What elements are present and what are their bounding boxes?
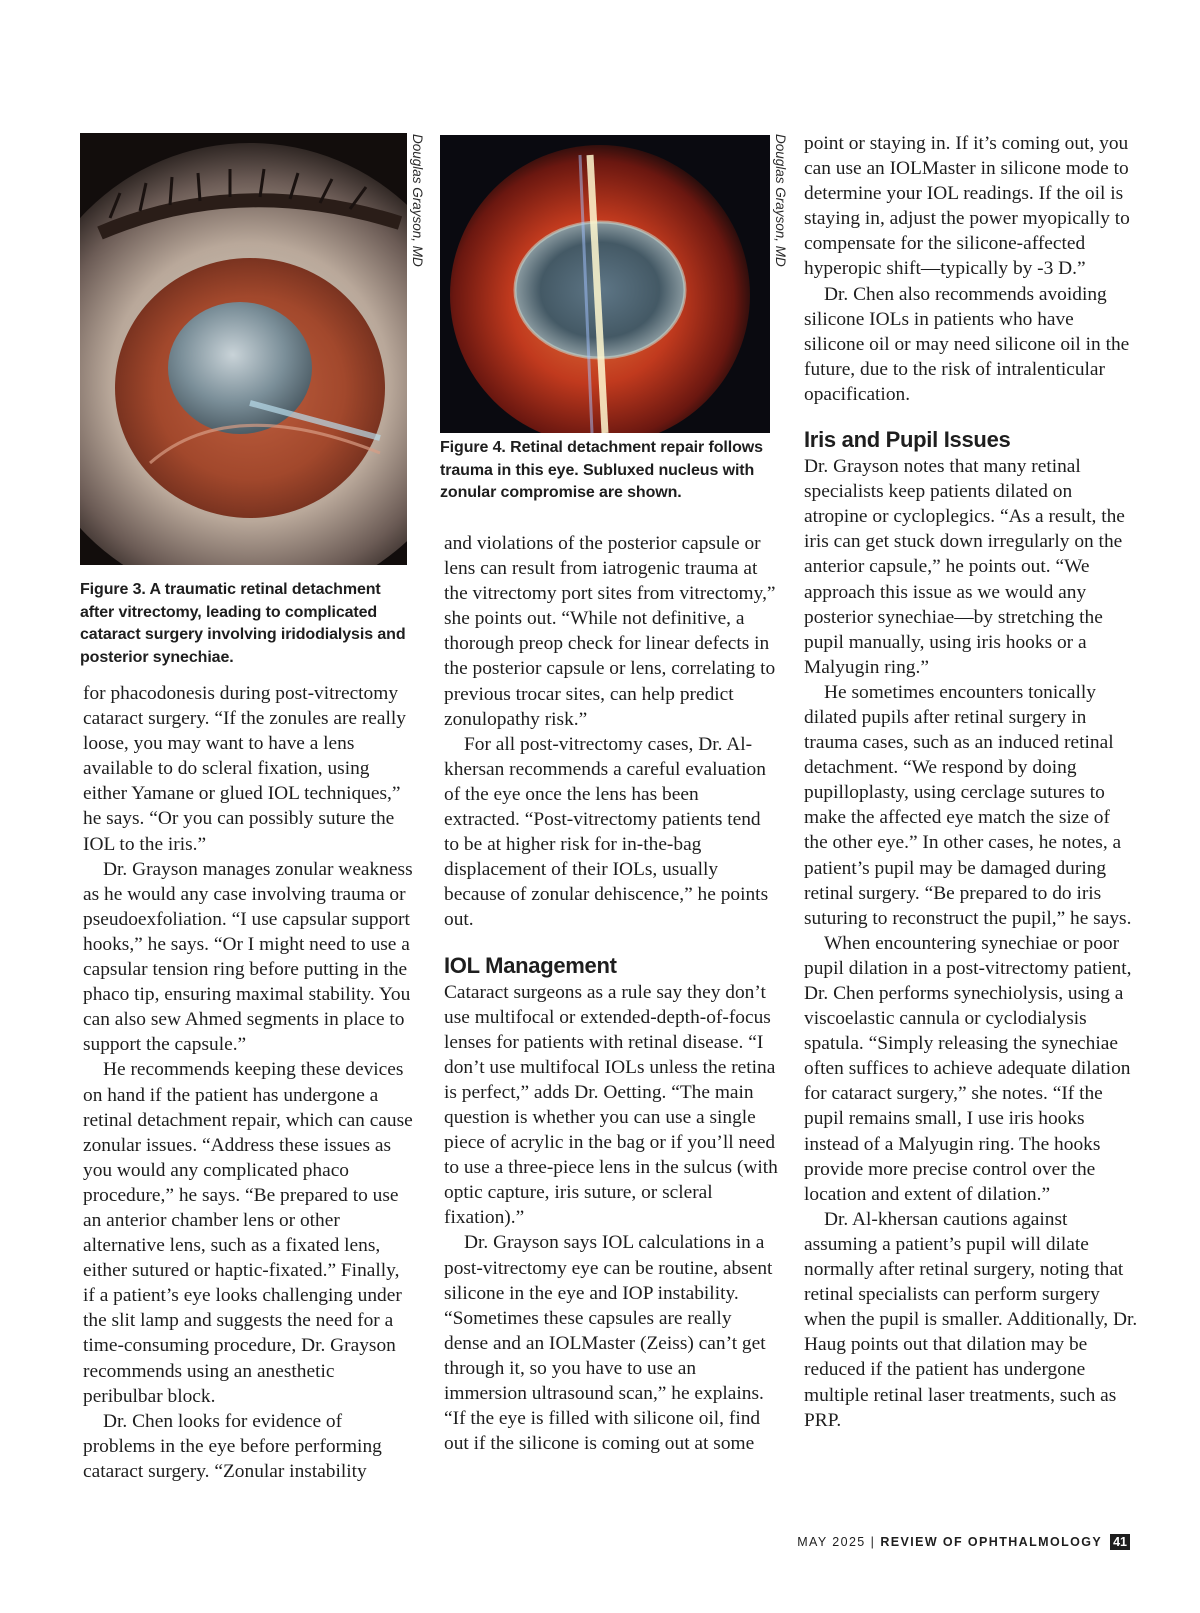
col3-paragraph: Dr. Grayson notes that many retinal specialists keep patients dilated on atropine or cycloplegics. “As a result, the iris can get stuck down irregularly on the anterior capsule,” he points out. “We approach this issue as we would any posterior synechiae—by stretching the pupil manually, using iris hooks or a Malyugin ring.”	[804, 456, 1125, 678]
section-heading-iris-pupil: Iris and Pupil Issues	[804, 427, 1011, 453]
figure-4-caption: Figure 4. Retinal detachment repair follows trauma in this eye. Subluxed nucleus with zonular compromise are shown.	[440, 439, 763, 502]
col2-paragraph: Dr. Grayson says IOL calculations in a post-vitrectomy eye can be routine, absent silicone in the eye and IOP instability. “Sometimes these capsules are really dense and an IOLMaster (Zeiss) can’t get through it, so you have to use an immersion ultrasound scan,” he explains. “If the eye is filled with silicone oil, find out if the silicone is coming out at some	[444, 1232, 773, 1455]
col2-paragraph: For all post-vitrectomy cases, Dr. Al-khersan recommends a careful evaluation of the eye once the lens has been extracted. “Post-vitrectomy patients tend to be at higher risk for in-the-bag displacement of their IOLs, usually because of zonular dehiscence,” he points out.	[444, 733, 769, 931]
col2-paragraph: Cataract surgeons as a rule say they don’t use multifocal or extended-depth-of-focus lenses for patients with retinal disease. “I don’t use multifocal IOLs unless the retina is perfect,” adds Dr. Oetting. “The main question is whether you can use a single piece of acrylic in the bag or if you’ll need to use a three-piece lens in the sulcus (with optic capture, iris suture, or scleral fixation).”	[444, 981, 778, 1229]
page-number: 41	[1110, 1534, 1130, 1550]
col1-paragraph: He recommends keeping these devices on hand if the patient has undergone a retinal detachment repair, which can cause zonular issues. “Address these issues as you would any complicated phaco procedure,” he says. “Be prepared to use an anterior chamber lens or other alternative lens, such as a fixated lens, either sutured or haptic-fixated.” Finally, if a patient’s eye looks challenging under the slit lamp and suggests the need for a time-consuming procedure, Dr. Grayson recommends using an anesthetic peribulbar block.	[83, 1059, 413, 1407]
col1-paragraph: for phacodonesis during post-vitrectomy cataract surgery. “If the zonules are really loose, you may want to have a lens available to do scleral fixation, using either Yamane or glued IOL techniques,” he says. “Or you can possibly suture the IOL to the iris.”	[83, 683, 406, 855]
footer-publication: REVIEW OF OPHTHALMOLOGY	[880, 1535, 1103, 1549]
column-2	[444, 531, 778, 1456]
col3-paragraph: When encountering synechiae or poor pupil dilation in a post-vitrectomy patient, Dr. Chen performs synechiolysis, using a viscoelastic cannula or cyclodialysis spatula. “Simply releasing the synechiae often suffices to achieve adequate dilation for cataract surgery,” she notes. “If the pupil remains small, I use iris hooks instead of a Malyugin ring. The hooks provide more precise control over the location and extent of dilation.”	[804, 932, 1132, 1205]
column-1	[83, 681, 416, 1484]
page-footer	[797, 1534, 1130, 1550]
figure-4-credit: Douglas Grayson, MD	[773, 134, 788, 267]
section-heading-iol-management: IOL Management	[444, 952, 617, 978]
figure-3-photo	[80, 133, 407, 565]
col2-paragraph: and violations of the posterior capsule or lens can result from iatrogenic trauma at the vitrectomy port sites from vitrectomy,” she points out. “While not definitive, a thorough preop check for linear defects in the posterior capsule or lens, correlating to previous trocar sites, can help predict zonulopathy risk.”	[444, 533, 776, 730]
footer-separator: |	[870, 1535, 876, 1549]
col1-paragraph: Dr. Chen looks for evidence of problems in the eye before performing cataract surgery. “Zonular instability	[83, 1410, 382, 1482]
figure-4-photo	[440, 135, 770, 433]
column-3	[804, 131, 1138, 1433]
eye-iris-illustration	[80, 133, 407, 565]
col1-paragraph: Dr. Grayson manages zonular weakness as he would any case involving trauma or pseudoexfoliation. “I use capsular support hooks,” he says. “Or I might need to use a capsular tension ring before putting in the phaco tip, ensuring maximal stability. You can also sew Ahmed segments in place to support the capsule.”	[83, 858, 413, 1056]
col3-paragraph: Dr. Al-khersan cautions against assuming a patient’s pupil will dilate normally after retinal surgery, noting that retinal specialists can perform surgery when the pupil is smaller. Additionally, Dr. Haug points out that dilation may be reduced if the patient has undergone multiple retinal laser treatments, such as PRP.	[804, 1208, 1138, 1431]
col3-paragraph: Dr. Chen also recommends avoiding silicone IOLs in patients who have silicone oil or may need silicone oil in the future, due to the risk of intralenticular opacification.	[804, 283, 1130, 405]
footer-date: MAY 2025	[797, 1535, 866, 1549]
eye-nucleus-illustration	[440, 135, 770, 433]
figure-3-caption: Figure 3. A traumatic retinal detachment after vitrectomy, leading to complicated cataract surgery involving iridodialysis and posterior synechiae.	[80, 581, 406, 666]
figure-3-credit: Douglas Grayson, MD	[410, 134, 425, 267]
col3-paragraph: point or staying in. If it’s coming out, you can use an IOLMaster in silicone mode to determine your IOL readings. If the oil is staying in, adjust the power myopically to compensate for the silicone-affected hyperopic shift—typically by -3 D.”	[804, 133, 1130, 280]
col3-paragraph: He sometimes encounters tonically dilated pupils after retinal surgery in trauma cases, such as an induced retinal detachment. “We respond by doing pupilloplasty, using cerclage sutures to make the affected eye match the size of the other eye.” In other cases, he notes, a patient’s pupil may be damaged during retinal surgery. “Be prepared to do iris suturing to reconstruct the pupil,” he says.	[804, 681, 1132, 929]
